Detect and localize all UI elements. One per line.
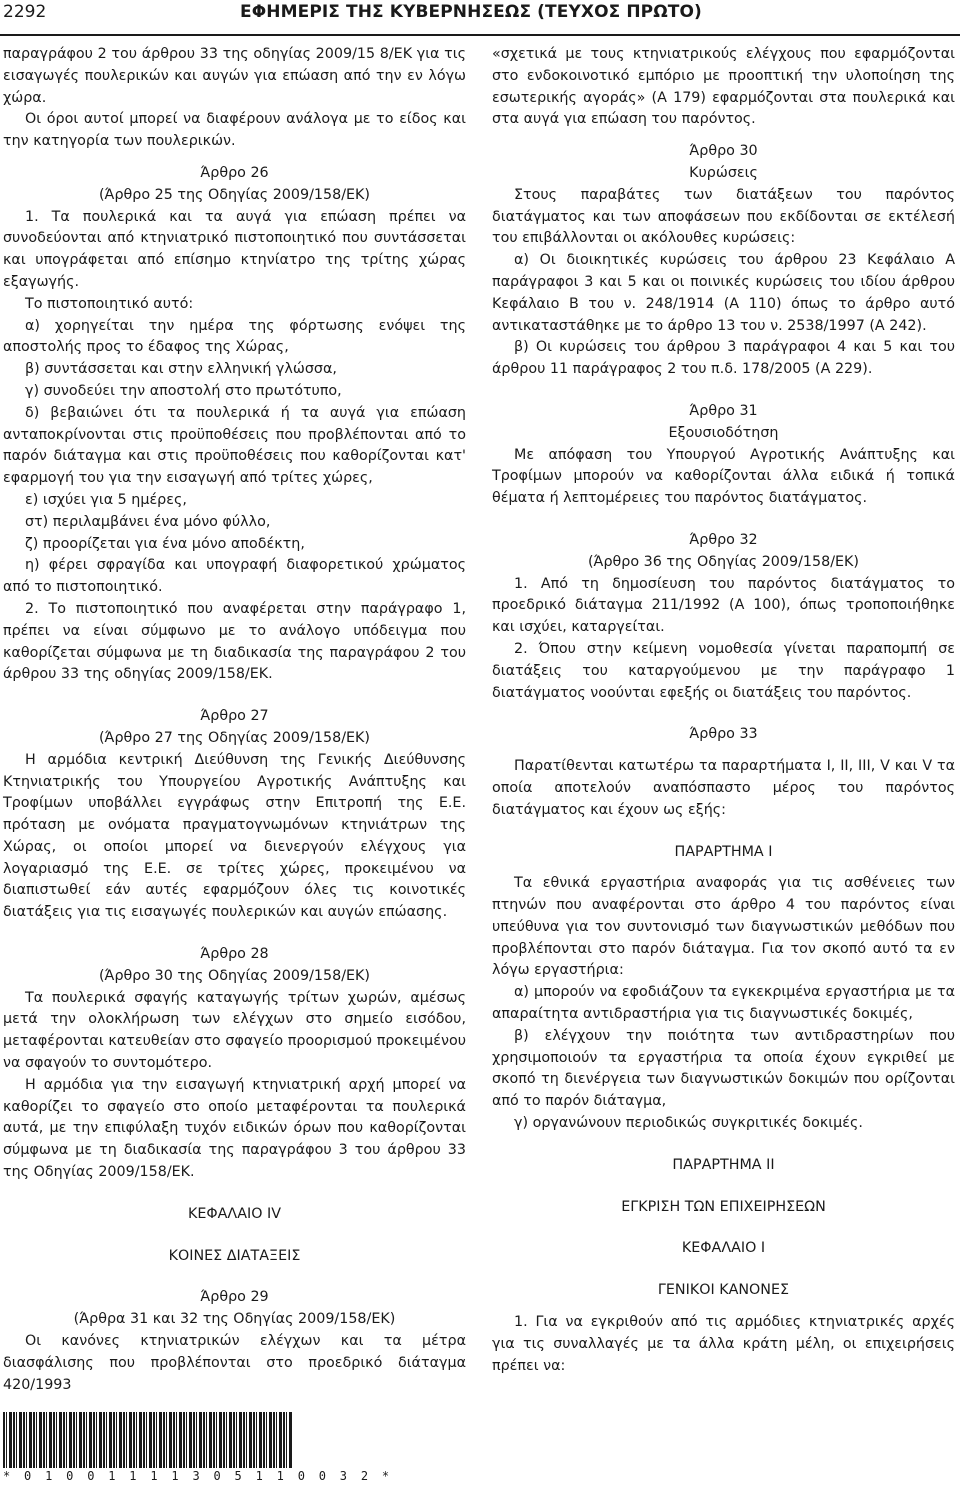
journal-title: ΕΦΗΜΕΡΙΣ ΤΗΣ ΚΥΒΕΡΝΗΣΕΩΣ (ΤΕΥΧΟΣ ΠΡΩΤΟ) bbox=[240, 2, 702, 22]
barcode bbox=[3, 1412, 393, 1483]
paragraph: Η αρμόδια κεντρική Διεύθυνση της Γενικής Διεύθυνσης Κτηνιατρικής του Υπουργείου Αγροτικής Ανάπτυξης και Τροφίμων υποβάλλει εγγράφως στην Επιτροπή της Ε.Ε. πρόταση με ονόματα πραγματογνωμόνων κτηνιάτρων της Χώρας, οι οποίοι μπορεί να διενεργούν ελέγχους για λογαριασμό της Ε.Ε. σε τρίτες χώρες, προκειμένου να διαπιστωθεί εάν αυτές εφαρμόζουν όλες τις κοινοτικές διατάξεις για τις εισαγωγές πουλερικών και αυγών επώασης. bbox=[3, 751, 466, 921]
article-subheading: (Άρθρο 27 της Οδηγίας 2009/158/ΕΚ) bbox=[98, 729, 371, 746]
paragraph: Παρατίθενται κατωτέρω τα παραρτήματα I, II, III, V και V τα οποία αποτελούν αναπόσπαστο μέρος του παρόντος διατάγματος και έχουν ως εξής: bbox=[492, 758, 955, 818]
paragraph: «σχετικά με τους κτηνιατρικούς ελέγχους που εφαρμόζονται στο ενδοκοινοτικό εμπόριο με προοπτική την υλοποίηση της εσωτερικής αγοράς» (Α 179) εφαρμόζονται στα πουλερικά και στα αυγά για επώαση του παρόντος. bbox=[492, 46, 955, 128]
chapter-subheading: ΓΕΝΙΚΟΙ ΚΑΝΟΝΕΣ bbox=[657, 1282, 790, 1299]
paragraph: Το πιστοποιητικό αυτό: bbox=[25, 295, 194, 312]
article-subheading: (Άρθρο 36 της Οδηγίας 2009/158/ΕΚ) bbox=[587, 553, 860, 570]
paragraph: 1. Τα πουλερικά και τα αυγά για επώαση πρέπει να συνοδεύονται από κτηνιατρικό πιστοποιητικό που συντάσσεται και υπογράφεται από επίσημο κτηνίατρο της τρίτης χώρας εξαγωγής. bbox=[3, 208, 466, 290]
paragraph: παραγράφου 2 του άρθρου 33 της οδηγίας 2009/15 8/ΕΚ για τις εισαγωγές πουλερικών και αυγών για επώαση από την εν λόγω χώρα. bbox=[3, 46, 466, 106]
article-heading: Άρθρο 29 bbox=[200, 1289, 269, 1306]
list-item: γ) οργανώνουν περιοδικώς συγκριτικές δοκιμές. bbox=[514, 1115, 863, 1132]
chapter-heading: ΚΕΦΑΛΑΙΟ I bbox=[681, 1240, 766, 1257]
list-item: στ) περιλαμβάνει ένα μόνο φύλλο, bbox=[25, 513, 271, 530]
paragraph: 1. Από τη δημοσίευση του παρόντος διατάγματος το προεδρικό διάταγμα 211/1992 (Α 100), όπως τροποποιήθηκε και ισχύει, καταργείται. bbox=[492, 575, 955, 636]
article-heading: Άρθρο 28 bbox=[200, 946, 269, 963]
paragraph: Τα εθνικά εργαστήρια αναφοράς για τις ασθένειες των πτηνών που αναφέρονται στο άρθρο 4 του παρόντος είναι υπεύθυνα για τον συντονισμό των διαγνωστικών μεθόδων που προβλέπονται στο παρόν διάταγμα. Για τον σκοπό αυτό τα εν λόγω εργαστήρια: bbox=[492, 875, 955, 979]
article-heading: Άρθρο 26 bbox=[200, 164, 269, 181]
paragraph: Οι όροι αυτοί μπορεί να διαφέρουν ανάλογα με το είδος και την κατηγορία των πουλερικών. bbox=[3, 111, 466, 150]
article-heading: Άρθρο 31 bbox=[689, 402, 758, 419]
article-subheading: (Άρθρο 25 της Οδηγίας 2009/158/ΕΚ) bbox=[98, 186, 371, 203]
list-item: η) φέρει σφραγίδα και υπογραφή διαφορετικού χρώματος από το πιστοποιητικό. bbox=[3, 557, 466, 596]
list-item: α) χορηγείται την ημέρα της φόρτωσης ενόψει της αποστολής προς το έδαφος της Χώρας, bbox=[3, 317, 466, 356]
page-header bbox=[0, 0, 960, 36]
list-item: β) συντάσσεται και στην ελληνική γλώσσα, bbox=[25, 361, 337, 378]
paragraph: 1. Για να εγκριθούν από τις αρμόδιες κτηνιατρικές αρχές για τις συναλλαγές με τα άλλα κράτη μέλη, οι επιχειρήσεις πρέπει να: bbox=[492, 1314, 955, 1374]
paragraph: Τα πουλερικά σφαγής καταγωγής τρίτων χωρών, αμέσως μετά την ολοκλήρωση των ελέγχων στο σημείο εισόδου, μεταφέρονται κατευθείαν στο σφαγείο προορισμού προκειμένου να σφαγούν το συντομότερο. bbox=[3, 989, 466, 1072]
paragraph: Στους παραβάτες των διατάξεων του παρόντος διατάγματος και των αποφάσεων που εκδίδονται σε εκτέλεσή του επιβάλλονται οι ακόλουθες κυρώσεις: bbox=[492, 186, 955, 247]
article-subheading: Κυρώσεις bbox=[689, 164, 758, 181]
left-column bbox=[3, 44, 466, 1396]
chapter-heading: ΚΕΦΑΛΑΙΟ IV bbox=[187, 1205, 281, 1222]
article-heading: Άρθρο 27 bbox=[200, 708, 269, 725]
list-item: α) μπορούν να εφοδιάζουν τα εγκεκριμένα εργαστήρια με τα απαραίτητα αντιδραστήρια για τις διαγνωστικές δοκιμές, bbox=[492, 984, 955, 1023]
paragraph: Με απόφαση του Υπουργού Αγροτικής Ανάπτυξης και Τροφίμων μπορούν να καθορίζονται άλλα ειδικά ή τοπικά θέματα ή λεπτομέρειες του παρόντος διατάγματος. bbox=[492, 446, 955, 507]
paragraph: 2. Όπου στην κείμενη νομοθεσία γίνεται παραπομπή σε διατάξεις του καταργούμενου με την παράγραφο 1 διατάγματος νοούνται εφεξής οι διατάξεις του παρόντος. bbox=[492, 640, 955, 701]
paragraph: Οι κανόνες κτηνιατρικών ελέγχων και τα μέτρα διασφάλισης που προβλέπονται στο προεδρικό διάταγμα 420/1993 bbox=[3, 1333, 466, 1393]
list-item: ζ) προορίζεται για ένα μόνο αποδέκτη, bbox=[25, 535, 305, 552]
page-number: 2292 bbox=[3, 2, 47, 22]
article-subheading: Εξουσιοδότηση bbox=[668, 424, 779, 441]
list-item: β) ελέγχουν την ποιότητα των αντιδραστηρίων που χρησιμοποιούν τα εργαστήρια τα οποία έχουν εγκριθεί με σκοπό τη διενέργεια των διαγνωστικών δοκιμών που ορίζονται από το παρόν διάταγμα, bbox=[492, 1027, 955, 1110]
article-subheading: (Άρθρα 31 και 32 της Οδηγίας 2009/158/ΕΚ) bbox=[73, 1311, 396, 1328]
article-heading: Άρθρο 32 bbox=[689, 531, 758, 548]
paragraph: Η αρμόδια για την εισαγωγή κτηνιατρική αρχή μπορεί να καθορίζει το σφαγείο στο οποίο μεταφέρονται τα πουλερικά αυτά, με την επιφύλαξη τυχόν ειδικών όρων που καθορίζονται σύμφωνα με τη διαδικασία της παραγράφου 3 του άρθρου 33 της Οδηγίας 2009/158/ΕΚ. bbox=[3, 1076, 466, 1181]
paragraph: 2. Το πιστοποιητικό που αναφέρεται στην παράγραφο 1, πρέπει να είναι σύμφωνο με το ανάλογο υπόδειγμα που καθορίζεται σύμφωνα με τη διαδικασία της παραγράφου 2 του άρθρου 33 της οδηγίας 2009/158/ΕΚ. bbox=[3, 600, 466, 683]
annex-heading: ΠΑΡΑΡΤΗΜΑ II bbox=[672, 1156, 775, 1173]
annex-subheading: ΕΓΚΡΙΣΗ ΤΩΝ ΕΠΙΧΕΙΡΗΣΕΩΝ bbox=[621, 1198, 826, 1215]
list-item: γ) συνοδεύει την αποστολή στο πρωτότυπο, bbox=[25, 382, 342, 399]
list-item: β) Οι κυρώσεις του άρθρου 3 παράγραφοι 4 και 5 και του άρθρου 11 παράγραφος 2 του π.δ. 178/2005 (Α 229). bbox=[492, 339, 955, 378]
article-subheading: (Άρθρο 30 της Οδηγίας 2009/158/ΕΚ) bbox=[98, 967, 371, 984]
chapter-subheading: ΚΟΙΝΕΣ ΔΙΑΤΑΞΕΙΣ bbox=[168, 1247, 301, 1264]
annex-heading: ΠΑΡΑΡΤΗΜΑ I bbox=[674, 843, 773, 860]
list-item: ε) ισχύει για 5 ημέρες, bbox=[25, 491, 187, 508]
article-heading: Άρθρο 30 bbox=[689, 143, 758, 160]
list-item: α) Οι διοικητικές κυρώσεις του άρθρου 23 Κεφάλαιο Α παράγραφοι 3 και 5 και οι ποινικές κυρώσεις του ιδίου άρθρου Κεφάλαιο Β του ν. 248/1914 (Α 110) όπως το άρθρο αυτό αντικαταστάθηκε με το άρθρο 13 του ν. 2538/1997 (Α 242). bbox=[492, 252, 955, 334]
right-column bbox=[492, 44, 955, 1377]
barcode-bars bbox=[3, 1412, 293, 1468]
article-heading: Άρθρο 33 bbox=[689, 726, 758, 743]
list-item: δ) βεβαιώνει ότι τα πουλερικά ή τα αυγά για επώαση ανταποκρίνονται στις προϋποθέσεις που προβλέπονται από το παρόν διάταγμα και στις προϋποθέσεις που καθορίζονται κατ' εφαρμογή του για την εισαγωγή από τρίτες χώρες, bbox=[3, 404, 466, 487]
barcode-number: * 0 1 0 0 1 1 1 1 3 0 5 1 1 0 0 3 2 * bbox=[3, 1469, 393, 1483]
